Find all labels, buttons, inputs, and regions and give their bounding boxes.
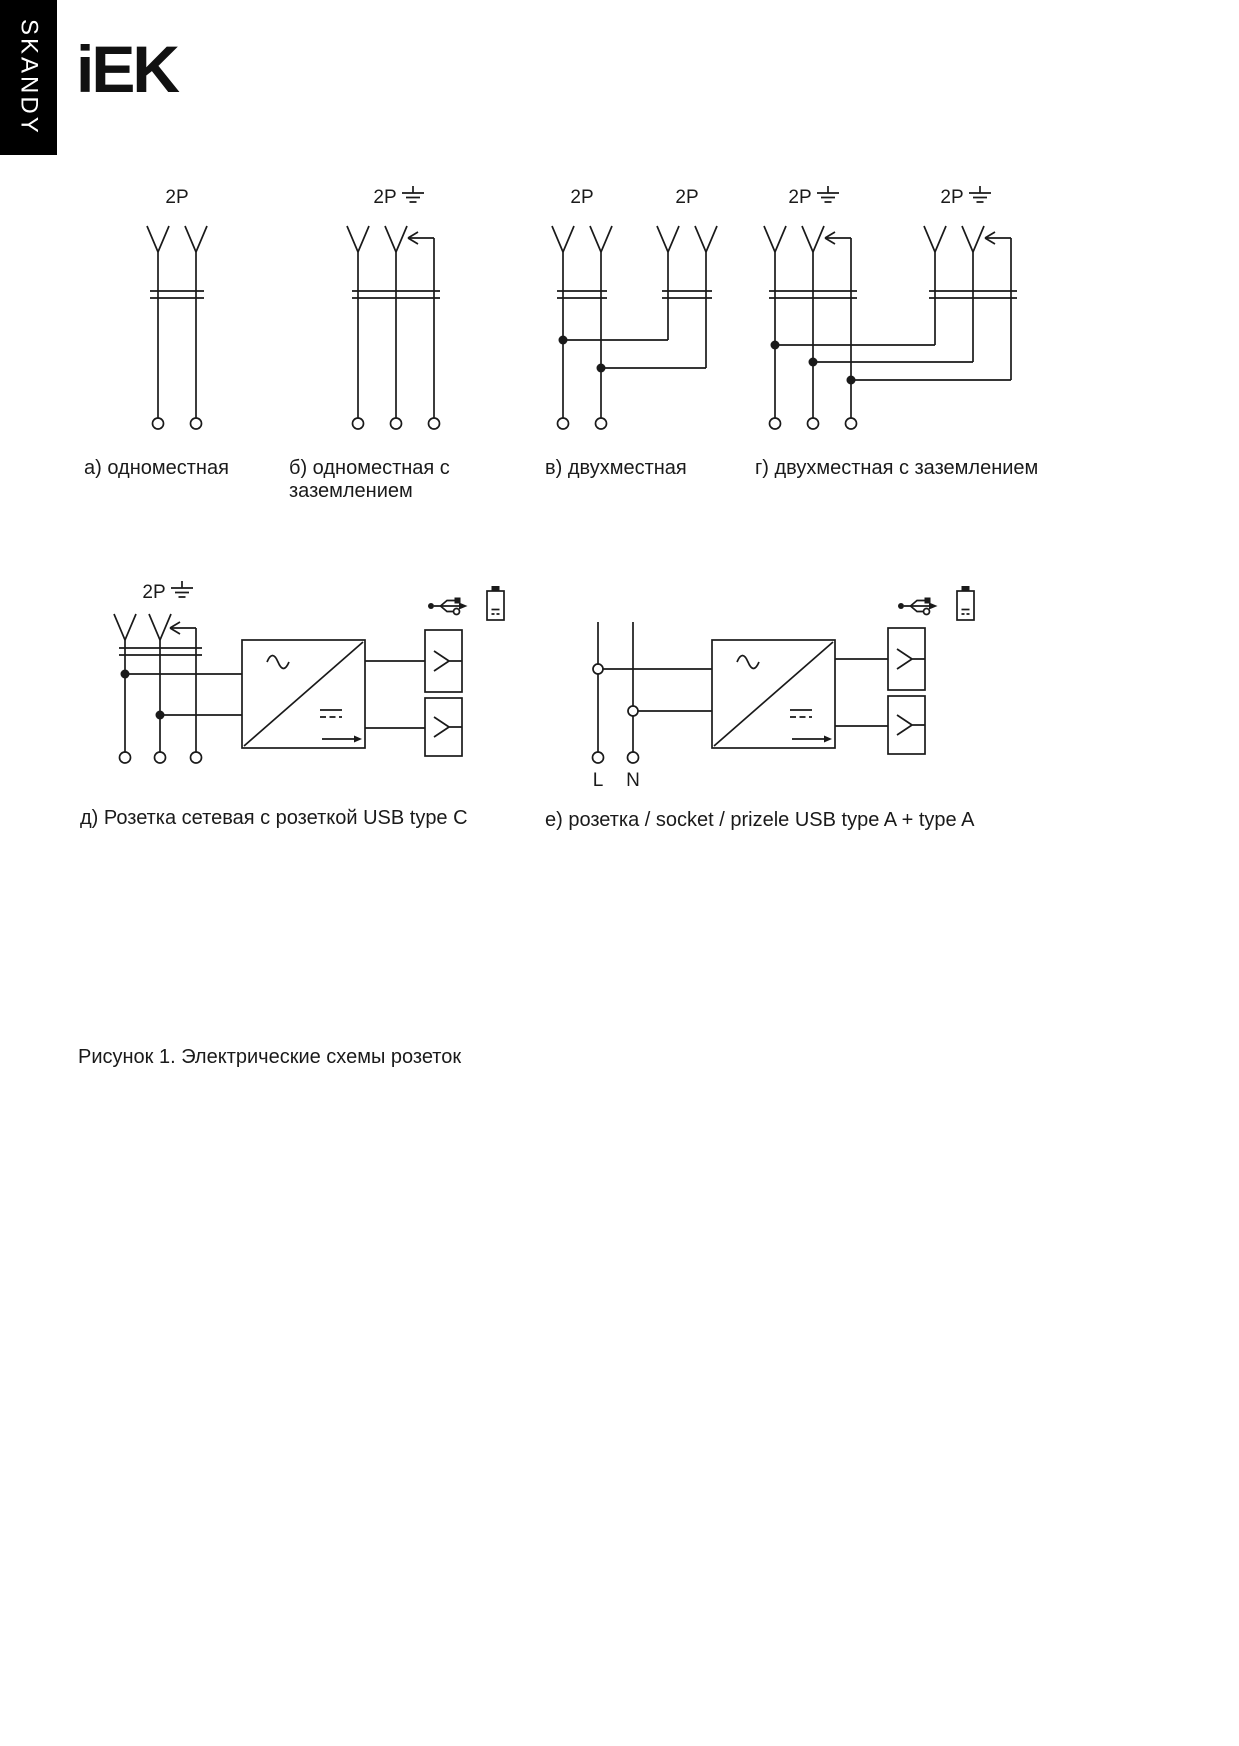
terminal-circle <box>628 752 639 763</box>
terminal-circle <box>593 752 604 763</box>
neutral-label: N <box>626 770 640 791</box>
line-label: L <box>592 770 604 791</box>
earth-ground-icon <box>969 186 991 202</box>
feed-lines <box>125 674 242 715</box>
junction-dot <box>156 711 165 720</box>
earth-conductor-line <box>408 238 434 418</box>
tap-terminal-circle <box>593 664 603 674</box>
terminal-circle <box>191 752 202 763</box>
figure-caption: Рисунок 1. Электрические схемы розеток <box>78 1046 462 1068</box>
plug-pin-fork-icon <box>590 226 612 252</box>
junction-dot <box>847 376 856 385</box>
diagram-d-double-grounded <box>764 186 1017 429</box>
terminal-circle <box>153 418 164 429</box>
terminal-circle <box>558 418 569 429</box>
conductor-lines <box>158 252 196 418</box>
socket-body-lines <box>662 291 712 298</box>
plug-pin-fork-icon <box>657 226 679 252</box>
pole-count-label: 2P <box>675 187 699 208</box>
diagram-f-usb-type-a <box>593 586 975 791</box>
caption-d: г) двухместная с заземлением <box>755 457 1039 479</box>
plug-pin-fork-icon <box>764 226 786 252</box>
terminal-circle <box>120 752 131 763</box>
conductor-lines <box>358 252 396 418</box>
terminal-circle <box>353 418 364 429</box>
earth-conductor-line <box>170 628 196 752</box>
earth-ground-icon <box>402 186 424 202</box>
terminal-circle <box>808 418 819 429</box>
terminal-circle <box>596 418 607 429</box>
iek-logo: iEK <box>76 32 178 106</box>
series-tab-label: SKANDY <box>15 19 43 136</box>
caption-f: е) розетка / socket / prizele USB type A + type A <box>545 809 975 831</box>
diagram-a-single <box>147 187 207 429</box>
junction-dot <box>121 670 130 679</box>
conductor-lines <box>668 252 706 368</box>
battery-icon <box>957 586 974 620</box>
terminal-circle <box>770 418 781 429</box>
pole-count-label: 2P <box>940 187 964 208</box>
battery-icon <box>487 586 504 620</box>
caption-b: б) одноместная с заземлением <box>289 457 450 502</box>
conductor-lines <box>775 252 813 418</box>
caption-c: в) двухместная <box>545 457 687 479</box>
terminal-circle <box>429 418 440 429</box>
conductor-lines <box>598 622 633 752</box>
earth-conductor-line <box>985 238 1011 380</box>
feed-lines <box>598 669 712 711</box>
plug-pin-fork-icon <box>185 226 207 252</box>
socket-contact-icon <box>434 651 462 671</box>
terminal-circle <box>155 752 166 763</box>
socket-contact-icon <box>897 715 925 735</box>
output-lines <box>365 661 425 728</box>
pole-count-label: 2P <box>142 582 166 603</box>
diagram-c-double <box>552 187 717 429</box>
plug-pin-fork-icon <box>962 226 984 252</box>
plug-pin-fork-icon <box>552 226 574 252</box>
caption-a: а) одноместная <box>84 457 229 479</box>
junction-dot <box>597 364 606 373</box>
plug-pin-fork-icon <box>149 614 171 640</box>
terminal-circle <box>391 418 402 429</box>
plug-pin-fork-icon <box>695 226 717 252</box>
power-supply-unit <box>242 640 365 748</box>
plug-pin-fork-icon <box>802 226 824 252</box>
usb-icon <box>898 598 938 615</box>
junction-dot <box>809 358 818 367</box>
plug-pin-fork-icon <box>114 614 136 640</box>
usb-icon <box>428 598 468 615</box>
earth-ground-icon <box>171 581 193 597</box>
plug-pin-fork-icon <box>347 226 369 252</box>
diagram-b-single-grounded <box>347 186 440 429</box>
pole-count-label: 2P <box>165 187 189 208</box>
jumper-lines <box>563 340 706 368</box>
pole-count-label: 2P <box>373 187 397 208</box>
terminal-circle <box>846 418 857 429</box>
plug-pin-fork-icon <box>147 226 169 252</box>
conductor-lines <box>125 640 160 752</box>
terminal-circle <box>191 418 202 429</box>
junction-dot <box>771 341 780 350</box>
power-supply-unit <box>712 640 835 748</box>
socket-contact-icon <box>434 717 462 737</box>
pole-count-label: 2P <box>570 187 594 208</box>
earth-ground-icon <box>817 186 839 202</box>
diagram-e-usb-type-c <box>114 581 504 763</box>
output-lines <box>835 659 888 726</box>
conductor-lines <box>935 252 973 362</box>
tap-terminal-circle <box>628 706 638 716</box>
earth-conductor-line <box>825 238 851 418</box>
socket-body-lines <box>557 291 607 298</box>
plug-pin-fork-icon <box>924 226 946 252</box>
junction-dot <box>559 336 568 345</box>
socket-contact-icon <box>897 649 925 669</box>
conductor-lines <box>563 252 601 418</box>
pole-count-label: 2P <box>788 187 812 208</box>
caption-e: д) Розетка сетевая с розеткой USB type C <box>80 807 468 829</box>
plug-pin-fork-icon <box>385 226 407 252</box>
